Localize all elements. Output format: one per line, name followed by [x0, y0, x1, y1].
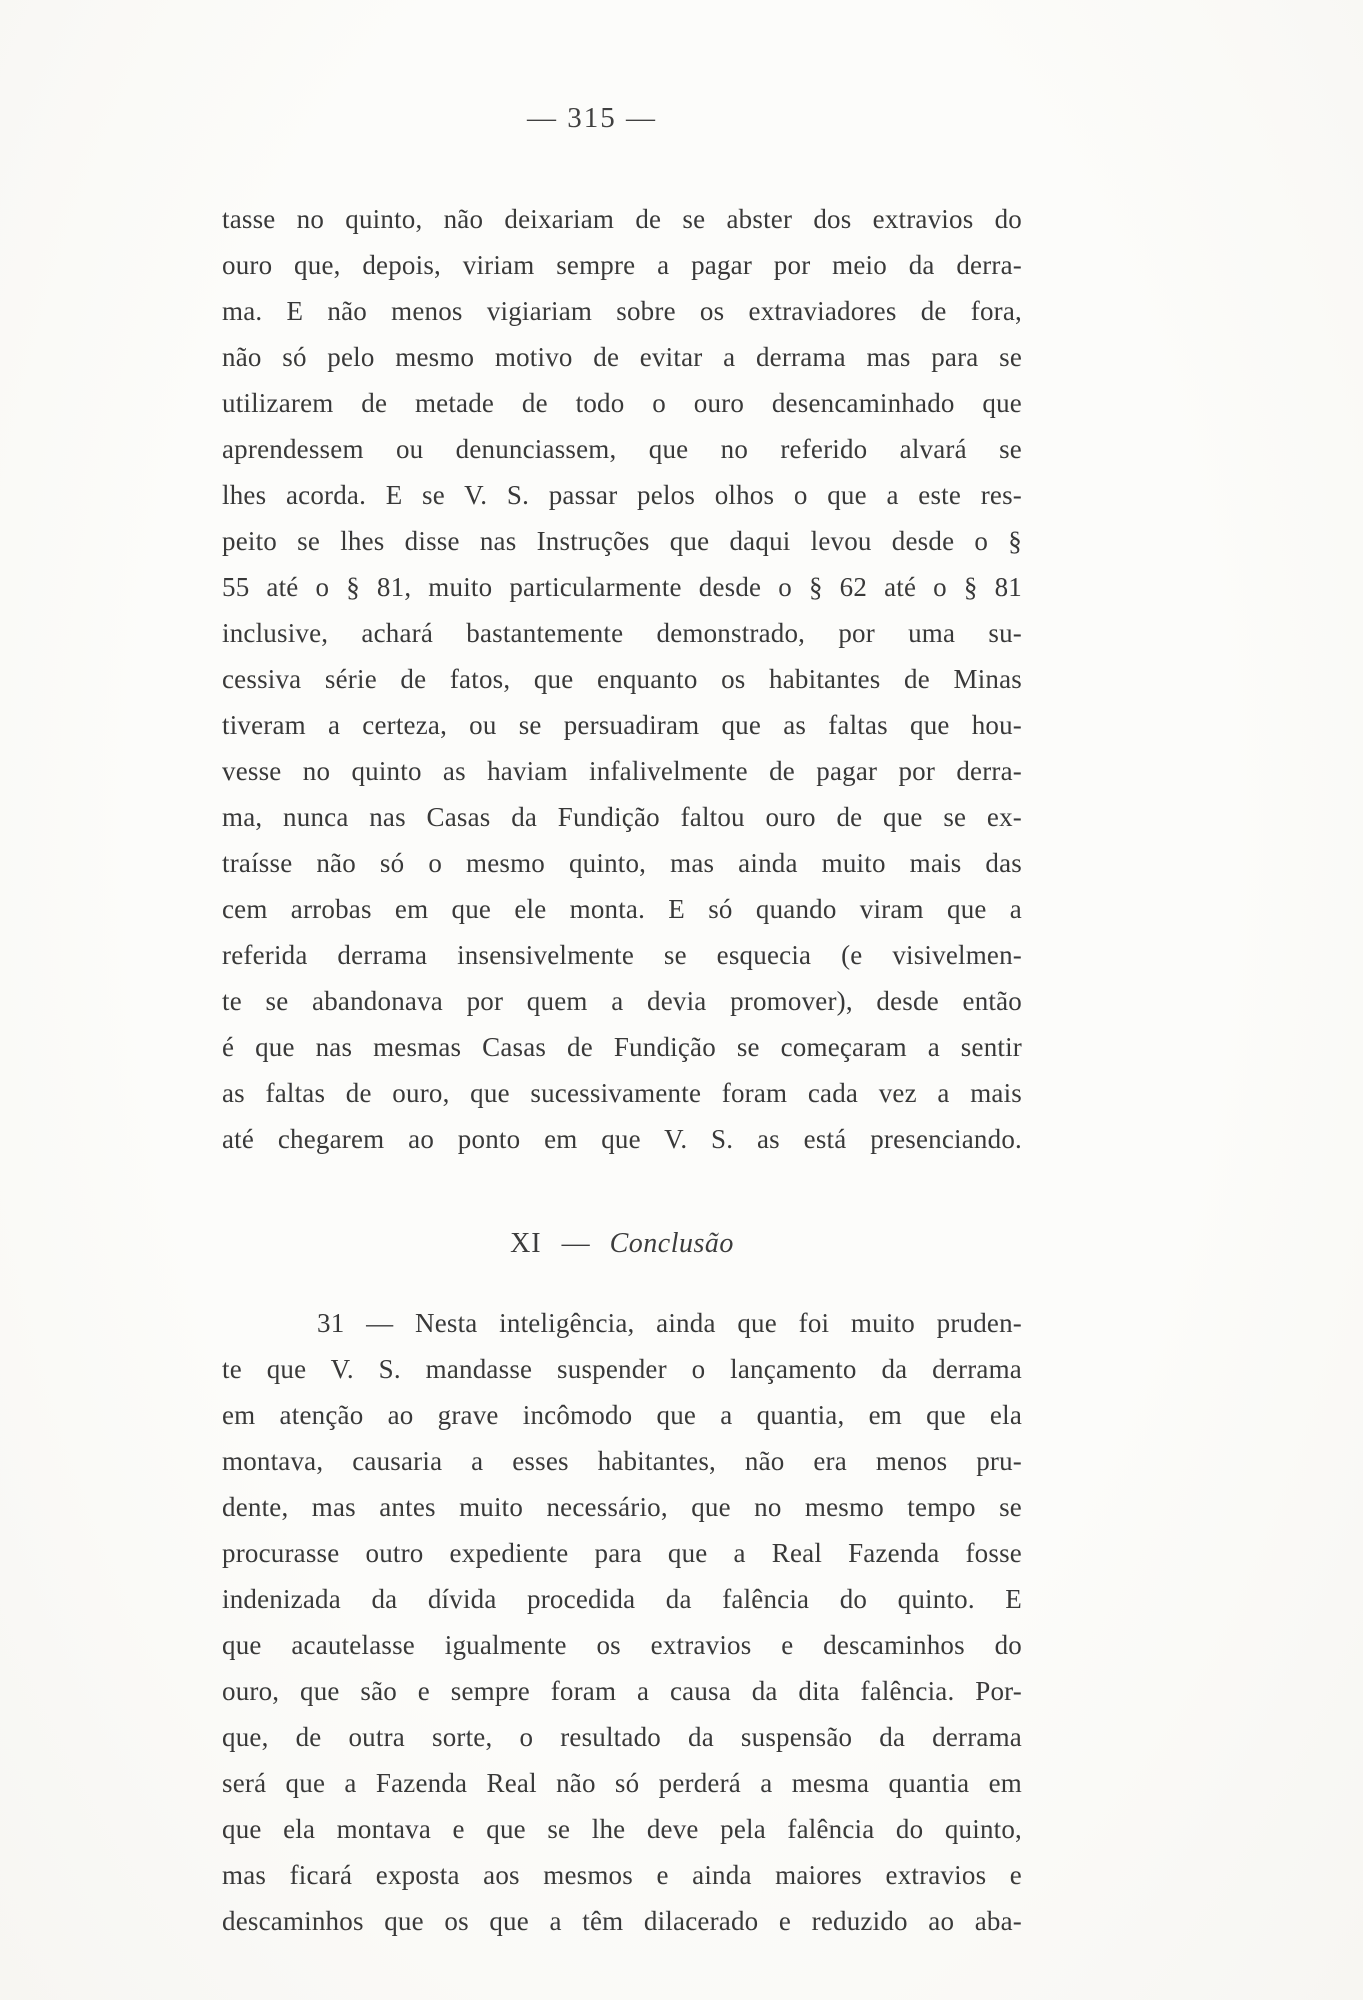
- section-heading: [222, 1222, 1022, 1266]
- text-line: que acautelasse igualmente os extravios e descaminhos do: [222, 1630, 1022, 1660]
- text-line: cem arrobas em que ele monta. E só quando viram que a: [222, 894, 1022, 924]
- text-line: traísse não só o mesmo quinto, mas ainda muito mais das: [222, 848, 1022, 878]
- text-line: referida derrama insensivelmente se esquecia (e visivelmen-: [222, 940, 1022, 970]
- text-line: te que V. S. mandasse suspender o lançamento da derrama: [222, 1354, 1022, 1384]
- text-line: lhes acorda. E se V. S. passar pelos olhos o que a este res-: [222, 480, 1022, 510]
- text-line: indenizada da dívida procedida da falência do quinto. E: [222, 1584, 1022, 1614]
- text-line: até chegarem ao ponto em que V. S. as está presenciando.: [222, 1124, 1022, 1154]
- text-line: peito se lhes disse nas Instruções que daqui levou desde o §: [222, 526, 1022, 556]
- paragraph-continuation: [222, 196, 1022, 1162]
- text-line: ma. E não menos vigiariam sobre os extraviadores de fora,: [222, 296, 1022, 326]
- page-number: — 315 —: [527, 102, 657, 134]
- text-line: aprendessem ou denunciassem, que no referido alvará se: [222, 434, 1022, 464]
- text-line: 55 até o § 81, muito particularmente desde o § 62 até o § 81: [222, 572, 1022, 602]
- section-dash: —: [561, 1228, 590, 1259]
- text-line: que ela montava e que se lhe deve pela falência do quinto,: [222, 1814, 1022, 1844]
- text-line: tiveram a certeza, ou se persuadiram que as faltas que hou-: [222, 710, 1022, 740]
- text-line: utilizarem de metade de todo o ouro desencaminhado que: [222, 388, 1022, 418]
- text-line: é que nas mesmas Casas de Fundição se começaram a sentir: [222, 1032, 1022, 1062]
- text-line: mas ficará exposta aos mesmos e ainda maiores extravios e: [222, 1860, 1022, 1890]
- text-line: montava, causaria a esses habitantes, não era menos pru-: [222, 1446, 1022, 1476]
- text-line: as faltas de ouro, que sucessivamente foram cada vez a mais: [222, 1078, 1022, 1108]
- text-line: inclusive, achará bastantemente demonstrado, por uma su-: [222, 618, 1022, 648]
- text-line: cessiva série de fatos, que enquanto os habitantes de Minas: [222, 664, 1022, 694]
- text-line: tasse no quinto, não deixariam de se abster dos extravios do: [222, 204, 1022, 234]
- text-line: vesse no quinto as haviam infalivelmente de pagar por derra-: [222, 756, 1022, 786]
- text-line: procurasse outro expediente para que a Real Fazenda fosse: [222, 1538, 1022, 1568]
- text-line: em atenção ao grave incômodo que a quantia, em que ela: [222, 1400, 1022, 1430]
- text-line: que, de outra sorte, o resultado da suspensão da derrama: [222, 1722, 1022, 1752]
- text-line: te se abandonava por quem a devia promover), desde então: [222, 986, 1022, 1016]
- section-numeral: XI: [510, 1228, 542, 1259]
- section-title: Conclusão: [609, 1228, 734, 1259]
- text-line: será que a Fazenda Real não só perderá a mesma quantia em: [222, 1768, 1022, 1798]
- text-line: descaminhos que os que a têm dilacerado e reduzido ao aba-: [222, 1906, 1022, 1936]
- text-line: dente, mas antes muito necessário, que no mesmo tempo se: [222, 1492, 1022, 1522]
- text-line: ouro que, depois, viriam sempre a pagar por meio da derra-: [222, 250, 1022, 280]
- text-line: 31 — Nesta inteligência, ainda que foi muito pruden-: [317, 1308, 1022, 1338]
- text-line: ma, nunca nas Casas da Fundição faltou ouro de que se ex-: [222, 802, 1022, 832]
- text-line: ouro, que são e sempre foram a causa da dita falência. Por-: [222, 1676, 1022, 1706]
- paragraph-31-conclusao: [222, 1300, 1022, 1944]
- text-line: não só pelo mesmo motivo de evitar a derrama mas para se: [222, 342, 1022, 372]
